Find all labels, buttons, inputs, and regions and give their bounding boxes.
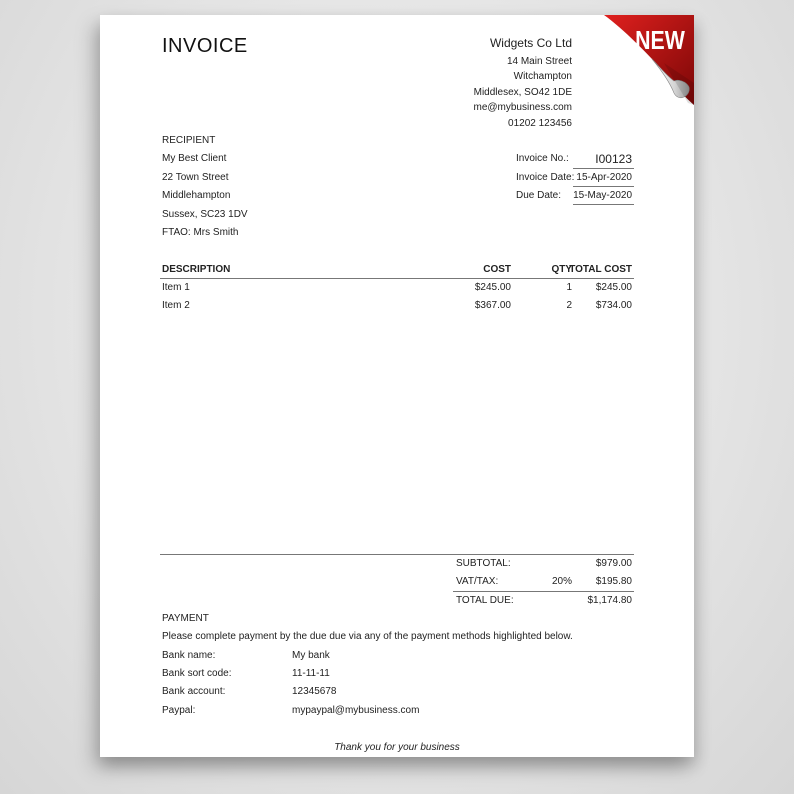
due-date-label: Due Date: xyxy=(516,190,562,201)
total-due-value: $1,174.80 xyxy=(587,595,632,606)
table-row-cost: $245.00 xyxy=(474,282,511,293)
column-header-cost: COST xyxy=(483,264,511,275)
company-name: Widgets Co Ltd xyxy=(489,36,572,50)
table-row-cost: $367.00 xyxy=(474,300,511,311)
invoice-date: 15-Apr-2020 xyxy=(576,172,632,183)
new-badge-label: NEW xyxy=(635,26,685,56)
payment-method-value: 12345678 xyxy=(292,686,337,697)
table-row-total: $245.00 xyxy=(595,282,632,293)
payment-heading: PAYMENT xyxy=(162,613,209,624)
table-row-total: $734.00 xyxy=(595,300,632,311)
subtotal-label: SUBTOTAL: xyxy=(456,558,511,569)
new-badge-icon xyxy=(604,15,694,105)
invoice-date-label: Invoice Date: xyxy=(516,172,575,183)
tax-rate: 20% xyxy=(551,576,572,587)
due-date-underline xyxy=(573,204,634,205)
tax-value: $195.80 xyxy=(595,576,632,587)
tax-label: VAT/TAX: xyxy=(456,576,499,587)
recipient-name: My Best Client xyxy=(162,153,227,164)
payment-note: Please complete payment by the due due via any of the payment methods highlighted below. xyxy=(162,631,573,642)
recipient-attention: FTAO: Mrs Smith xyxy=(162,227,239,238)
column-header-total: TOTAL COST xyxy=(569,264,632,275)
totals-divider xyxy=(160,554,634,555)
payment-method-value: 11-11-11 xyxy=(292,668,330,679)
invoice-date-underline xyxy=(573,186,634,187)
due-date: 15-May-2020 xyxy=(573,190,632,201)
invoice-number: I00123 xyxy=(595,152,632,166)
column-header-qty: QTY xyxy=(551,264,572,275)
table-row-description: Item 1 xyxy=(162,282,190,293)
invoice-number-underline xyxy=(573,168,634,169)
payment-method-label: Bank name: xyxy=(162,650,216,661)
payment-method-label: Bank sort code: xyxy=(162,668,232,679)
payment-method-label: Bank account: xyxy=(162,686,226,697)
payment-method-label: Paypal: xyxy=(162,705,196,716)
recipient-address-line: 22 Town Street xyxy=(162,172,229,183)
company-phone: 01202 123456 xyxy=(508,118,572,129)
invoice-page xyxy=(100,15,694,757)
recipient-address-line: Sussex, SC23 1DV xyxy=(162,209,248,220)
company-address-line: Middlesex, SO42 1DE xyxy=(473,87,572,98)
company-email: me@mybusiness.com xyxy=(473,102,572,113)
total-due-label: TOTAL DUE: xyxy=(456,595,514,606)
table-row-qty: 1 xyxy=(566,282,572,293)
payment-method-value: My bank xyxy=(292,650,330,661)
table-row-description: Item 2 xyxy=(162,300,190,311)
table-header-divider xyxy=(160,278,634,279)
table-row-qty: 2 xyxy=(566,300,572,311)
payment-method-value: mypaypal@mybusiness.com xyxy=(292,705,420,716)
column-header-description: DESCRIPTION xyxy=(162,264,231,275)
company-address-line: 14 Main Street xyxy=(506,56,572,67)
company-address-line: Witchampton xyxy=(513,71,572,82)
subtotal-value: $979.00 xyxy=(595,558,632,569)
thank-you-note: Thank you for your business xyxy=(334,742,460,753)
recipient-address-line: Middlehampton xyxy=(162,190,231,201)
invoice-number-label: Invoice No.: xyxy=(516,153,569,164)
recipient-heading: RECIPIENT xyxy=(162,135,216,146)
invoice-title: INVOICE xyxy=(162,35,248,57)
total-divider xyxy=(453,591,634,592)
